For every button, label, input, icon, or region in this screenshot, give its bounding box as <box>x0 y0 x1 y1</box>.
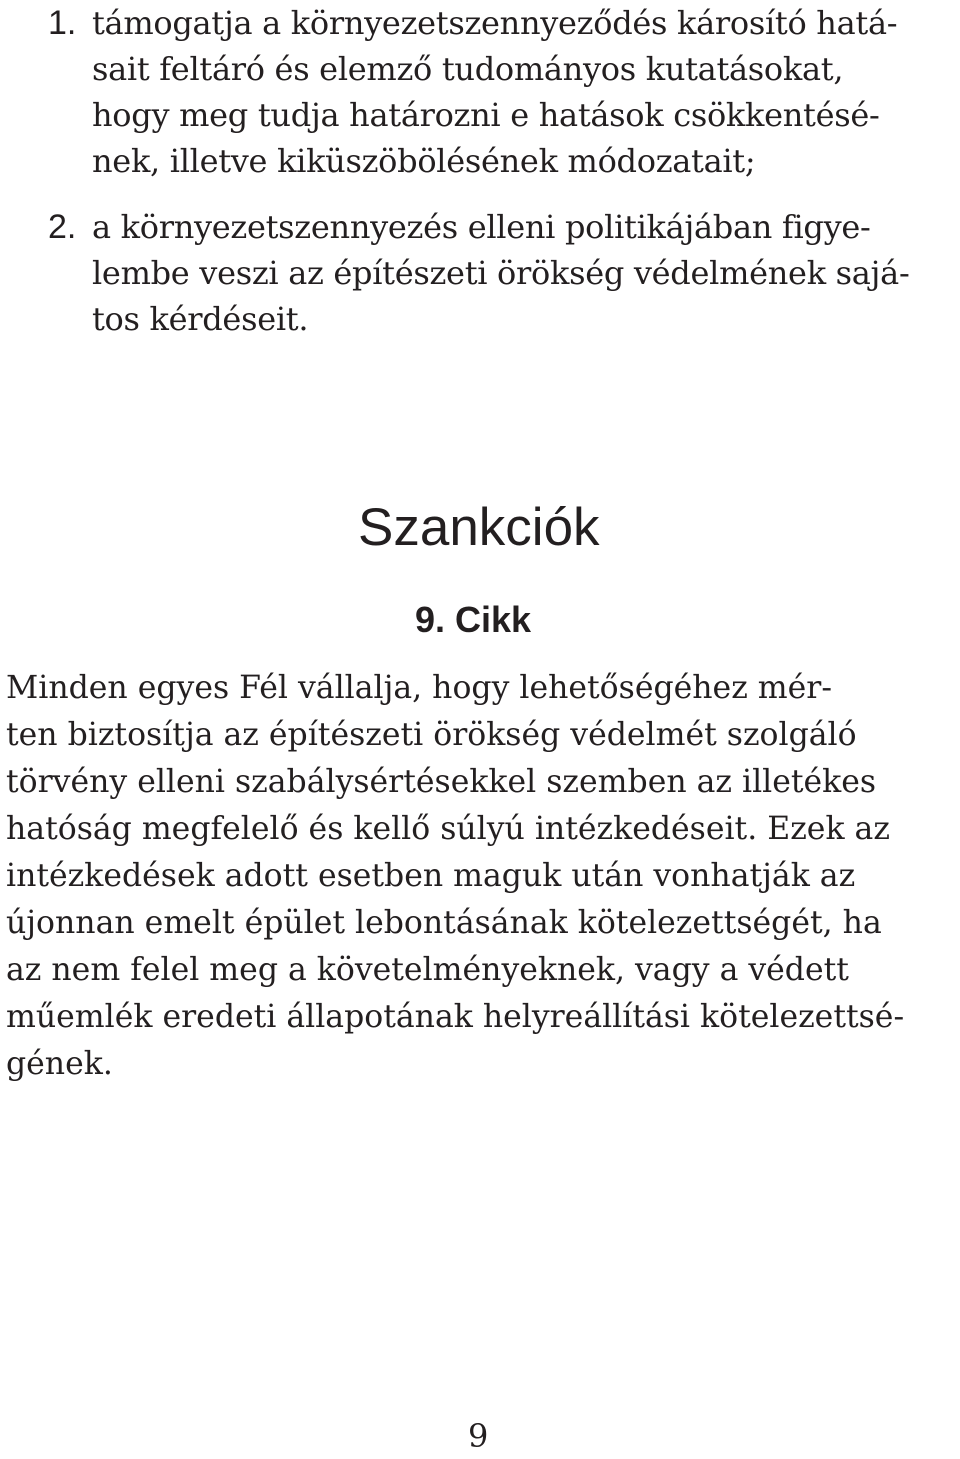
article-body-line: intézkedések adott esetben maguk után vonhatják az <box>6 858 856 894</box>
article-body-line: törvény elleni szabálysértésekkel szemben az illetékes <box>6 764 877 800</box>
list-item-line: tos kérdéseit. <box>92 300 309 338</box>
list-item-line: lembe veszi az építészeti örökség védelmének sajá- <box>92 254 910 292</box>
list-item-line: a környezetszennyezés elleni politikájában figye- <box>92 208 871 246</box>
article-body-line: az nem felel meg a követelményeknek, vagy a védett <box>6 952 849 988</box>
list-item-number: 2. <box>48 208 77 246</box>
article-body-line: hatóság megfelelő és kellő súlyú intézkedéseit. Ezek az <box>6 811 890 847</box>
list-item-line: sait feltáró és elemző tudományos kutatásokat, <box>92 50 844 88</box>
article-body-line: gének. <box>6 1046 113 1082</box>
page-number: 9 <box>468 1417 489 1455</box>
list-item-line: támogatja a környezetszennyeződés károsító hatá- <box>92 4 898 42</box>
article-heading: 9. Cikk <box>415 599 532 640</box>
article-body-line: műemlék eredeti állapotának helyreállítási kötelezettsé- <box>6 999 905 1035</box>
section-heading: Szankciók <box>358 498 600 557</box>
list-item-line: hogy meg tudja határozni e hatások csökkentésé- <box>92 96 880 134</box>
list-item-line: nek, illetve kiküszöbölésének módozatait; <box>92 142 756 180</box>
article-body-line: Minden egyes Fél vállalja, hogy lehetőségéhez mér- <box>6 670 833 706</box>
article-body-line: ten biztosítja az építészeti örökség védelmét szolgáló <box>6 717 857 753</box>
article-body-line: újonnan emelt épület lebontásának kötelezettségét, ha <box>6 905 882 941</box>
list-item-number: 1. <box>48 4 77 42</box>
